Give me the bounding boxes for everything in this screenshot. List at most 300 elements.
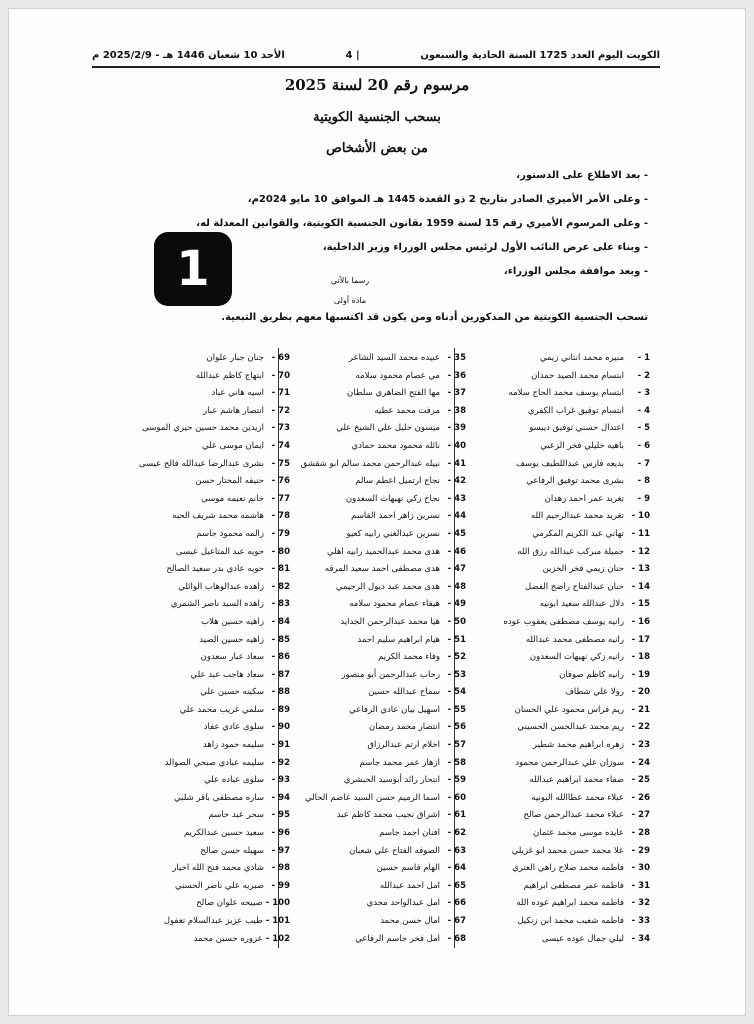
list-item-number: 3 - (637, 388, 650, 399)
list-item-number: 24 - (631, 757, 650, 768)
list-item-number: 5 - (637, 423, 650, 434)
page-header (92, 44, 660, 66)
list-item-number: 91 - (271, 740, 290, 751)
list-item (316, 508, 466, 526)
list-item-number: 15 - (631, 599, 650, 610)
list-item (500, 913, 650, 931)
list-item (140, 368, 290, 386)
list-item-number: 33 - (631, 916, 650, 926)
list-item (316, 755, 466, 773)
list-item (316, 544, 466, 562)
list-item-name: مها الفتح الضاهري سلطان (347, 388, 440, 399)
list-item-name: طيب عزيز عبدالسلام تغفول (163, 916, 263, 926)
list-item-number: 16 - (631, 616, 650, 627)
list-item (300, 456, 466, 474)
list-item (500, 420, 650, 438)
list-item-number: 38 - (447, 405, 466, 416)
list-item-name: زاهيه حسين الصيد (199, 634, 264, 645)
list-item-name: حنان زيمي فخر الخزين (542, 564, 624, 575)
list-item (316, 649, 466, 667)
list-item-number: 9 - (637, 493, 650, 504)
list-item (140, 350, 290, 368)
list-item (500, 790, 650, 808)
list-item (140, 719, 290, 737)
list-item-number: 51 - (447, 634, 466, 645)
list-item (316, 702, 466, 720)
list-item-name: مي عصام محمود سلامه (355, 370, 440, 381)
list-item-name: فاطمه محمد صلاح راهي العتري (512, 863, 624, 874)
list-item-name: فاطمه عمر مصطفى ابراهيم (523, 880, 624, 891)
list-item-name: هاشمه محمد شريف الحبه (172, 511, 264, 522)
list-item-number: 92 - (271, 757, 290, 768)
list-item-number: 53 - (447, 669, 466, 680)
list-item-number: 6 - (637, 440, 650, 451)
list-item-name: انتحار رائد أبوسيد الحبشري (343, 775, 440, 786)
list-item-number: 10 - (631, 511, 650, 522)
preamble-line: - وبعد موافقة مجلس الوزراء، (503, 266, 648, 277)
list-item-number: 34 - (631, 933, 650, 944)
list-item-number: 73 - (271, 423, 290, 434)
list-item-name: هدى مصطفى احمد سعيد المرقه (324, 564, 440, 575)
list-item (140, 843, 290, 861)
list-item-name: منيره محمد انتاني زيمي (539, 353, 624, 363)
list-item (316, 913, 466, 931)
list-item-name: رولا علي شطاف (565, 687, 624, 698)
list-item (316, 596, 466, 614)
list-item-name: ابتسام محمد الصيد حمدان (531, 370, 624, 381)
list-item-name: زاهده السيد ناصر الشمري (170, 599, 264, 610)
list-item-number: 75 - (271, 458, 290, 469)
list-item-number: 94 - (271, 792, 290, 803)
list-item (500, 614, 650, 632)
list-item (500, 544, 650, 562)
list-item (500, 649, 650, 667)
list-item-name: عايده موسى محمد عثمان (533, 828, 624, 839)
list-item (316, 403, 466, 421)
list-item-number: 84 - (271, 616, 290, 627)
list-item (500, 368, 650, 386)
list-item (140, 420, 290, 438)
list-item-number: 1 - (637, 353, 650, 363)
list-item (500, 719, 650, 737)
list-item (316, 491, 466, 509)
list-item-name: هيفاء عصام محمود سلامه (349, 599, 440, 610)
names-column-3 (140, 350, 290, 948)
list-item-name: الهام قاسم حسين (376, 863, 440, 874)
list-item-name: سليمه عبادي صبحي الصوالد (164, 757, 264, 768)
list-item (500, 755, 650, 773)
list-item-name: افنان احمد جاسم (379, 828, 440, 839)
list-item (140, 526, 290, 544)
list-item-number: 43 - (447, 493, 466, 504)
list-item-number: 99 - (271, 880, 290, 891)
list-item (316, 579, 466, 597)
list-item-name: زهره ابراهيم محمد شطير (532, 740, 624, 751)
list-item-name: صبيحه علوان صالح (196, 898, 263, 909)
list-item-name: سحر عبد حاسم (208, 810, 264, 821)
list-item-name: عبلاء محمد عطاالله البونيه (531, 792, 624, 803)
list-item (500, 526, 650, 544)
list-item (140, 807, 290, 825)
list-item-name: ريم محمد عبدالحسن الحسيني (517, 722, 624, 733)
list-item-number: 14 - (631, 581, 650, 592)
list-item (316, 614, 466, 632)
list-item-number: 32 - (631, 898, 650, 909)
list-item-name: اسهيل بيان عادي الرفاعي (349, 704, 440, 715)
list-item-name: هيا محمد عبدالرحمن الجدايد (340, 616, 440, 627)
list-item-name: اشراق نجيب محمد كاظم عبد (336, 810, 440, 821)
list-item-number: 44 - (447, 511, 466, 522)
list-item (500, 403, 650, 421)
list-item-number: 46 - (447, 546, 466, 557)
preamble-line: - وبناء على عرض النائب الأول لرئيس مجلس الوزراء وزير الداخلية، (322, 242, 648, 253)
list-item-name: علا محمد حسن محمد ابو غزيلي (511, 845, 624, 856)
list-item (140, 508, 290, 526)
list-item-number: 86 - (271, 652, 290, 663)
list-item-name: شادي محمد فتح الله اخيار (172, 863, 264, 874)
list-item-number: 72 - (271, 405, 290, 416)
list-item-number: 79 - (271, 528, 290, 539)
list-item (500, 684, 650, 702)
list-item (316, 684, 466, 702)
list-item (500, 878, 650, 896)
list-item-number: 47 - (447, 564, 466, 575)
list-item (316, 667, 466, 685)
list-item-number: 61 - (447, 810, 466, 821)
list-item-number: 28 - (631, 828, 650, 839)
list-item-name: عبيده محمد السيد الشاعر (348, 353, 440, 363)
list-item-name: ازيدين محمد حسين حيري الموسى (142, 423, 264, 434)
list-item-name: ابتهاج كاظم عبدالله (195, 370, 264, 381)
list-item-name: نبيله عبدالرحمن محمد سالم ابو شقشق (300, 458, 440, 469)
list-item-number: 26 - (631, 792, 650, 803)
list-item-name: جنان جبار علوان (206, 353, 264, 363)
list-item-name: رانيه يوسف مصطفى يعقوب عوده (503, 616, 624, 627)
list-item (140, 561, 290, 579)
list-item (316, 632, 466, 650)
list-item (140, 895, 290, 913)
list-item-number: 97 - (271, 845, 290, 856)
list-item-name: ريم فراس محمود علي الحسان (514, 704, 624, 715)
list-item-name: بشرى عبدالرضا عبدالله فالح عيسى (138, 458, 264, 469)
list-item-number: 102 - (265, 933, 290, 944)
list-item-name: سعاد هاجب عبد علي (190, 669, 264, 680)
list-item-name: صفاء محمد ابراهيم عبدالله (529, 775, 624, 786)
list-item-number: 80 - (271, 546, 290, 557)
list-item (500, 508, 650, 526)
list-item-number: 30 - (631, 863, 650, 874)
list-item-name: حويه عادي بدر سعيد الصالح (166, 564, 264, 575)
decree-title: مرسوم رقم 20 لسنة 2025 (284, 76, 470, 94)
list-item-number: 76 - (271, 476, 290, 487)
list-item-number: 65 - (447, 880, 466, 891)
list-item-name: بشرى محمد توفيق الرفاعي (526, 476, 624, 487)
list-item-name: ليلي جمال عوده عيسى (541, 933, 624, 944)
list-item (500, 667, 650, 685)
list-item-number: 12 - (631, 546, 650, 557)
list-item-name: خانم نعيمه موسى (201, 493, 264, 504)
list-item-number: 81 - (271, 564, 290, 575)
list-item-name: زاهده عبدالوهاب الوائلي (178, 581, 264, 592)
decree-subject-line2: من بعض الأشخاص (326, 141, 428, 156)
list-item-name: نجاح ارتميل اعطم سالم (355, 476, 440, 487)
list-item-name: انتصار هاشم عبار (203, 405, 264, 416)
list-item (500, 895, 650, 913)
list-item (140, 737, 290, 755)
list-item-number: 36 - (447, 370, 466, 381)
number-badge: 1 (154, 232, 232, 306)
list-item-number: 71 - (271, 388, 290, 399)
list-item-name: رانيه كاظم صوفان (559, 669, 624, 680)
list-item-number: 98 - (271, 863, 290, 874)
list-item-name: سعيد حسين عبدالكريم (184, 828, 264, 839)
list-item (304, 790, 466, 808)
list-item-number: 54 - (447, 687, 466, 698)
list-item-number: 56 - (447, 722, 466, 733)
list-item-number: 37 - (447, 388, 466, 399)
list-item-name: نجاح زكي نهيهات السعدون (345, 493, 440, 504)
list-item-name: اسما الرميم حسن السيد عاصم الحالي (304, 792, 440, 803)
list-item (140, 456, 290, 474)
list-item-number: 20 - (631, 687, 650, 698)
list-item-number: 59 - (447, 775, 466, 786)
list-item-number: 40 - (447, 440, 466, 451)
list-item-number: 52 - (447, 652, 466, 663)
list-item-name: تغريد محمد عبدالرحيم الله (530, 511, 624, 522)
list-item (316, 438, 466, 456)
list-item-name: جميلة مبركب عبدالله رزق الله (517, 546, 624, 557)
list-item-name: دلال عبدالله سعيد ابونيه (539, 599, 624, 610)
list-item-name: ساره مصطفى باقر شلبي (174, 792, 264, 803)
list-item-name: ابتسام توفيق غراب الكفري (527, 405, 624, 416)
decree-article: تسحب الجنسية الكويتية من المذكورين أدناه ومن يكون قد اكتسبها معهم بطريق التبعية. (221, 312, 648, 323)
list-item (140, 772, 290, 790)
list-item-number: 87 - (271, 669, 290, 680)
list-item-name: صبريه علي ناصر الحسني (174, 880, 264, 891)
signature-line1: رسما بالآتي (330, 276, 370, 285)
list-item (140, 684, 290, 702)
preamble (196, 164, 648, 284)
list-item-name: ايمان موسى علي (202, 440, 264, 451)
list-item-number: 57 - (447, 740, 466, 751)
list-item-name: امال حسن محمد (380, 916, 440, 926)
list-item (140, 649, 290, 667)
list-item (140, 860, 290, 878)
list-item (140, 403, 290, 421)
list-item-number: 17 - (631, 634, 650, 645)
list-item-number: 68 - (447, 933, 466, 944)
list-item-number: 22 - (631, 722, 650, 733)
header-issue: الكويت اليوم العدد 1725 السنة الحادية والسبعون (420, 49, 660, 61)
list-item-name: رحاب عبدالرحمن أبو منصور (341, 669, 440, 680)
list-item (316, 860, 466, 878)
list-item-number: 7 - (637, 458, 650, 469)
list-item-name: تهاني عبد الكريم المكرمي (532, 528, 624, 539)
list-item (140, 667, 290, 685)
list-item-name: هيام ابراهيم سليم احمد (357, 634, 440, 645)
list-item (316, 931, 466, 949)
header-rule (92, 66, 660, 68)
list-item-name: ميسون حليل علي الشيخ علي (336, 423, 440, 434)
list-item-name: مرفت محمد عطيه (374, 405, 440, 416)
list-item-number: 96 - (271, 828, 290, 839)
list-item-number: 45 - (447, 528, 466, 539)
list-item-number: 11 - (631, 528, 650, 539)
list-item-number: 89 - (271, 704, 290, 715)
list-item-name: ابتسام يوسف محمد الحاج سلامه (508, 388, 624, 399)
list-item (316, 526, 466, 544)
list-item-name: سماح عبدالله حسين (368, 687, 440, 698)
list-item-number: 74 - (271, 440, 290, 451)
list-item-name: حنان عبدالفتاح راضح الفضل (525, 581, 624, 592)
list-item-number: 77 - (271, 493, 290, 504)
list-item (140, 385, 290, 403)
list-item (500, 473, 650, 491)
list-item-name: زاهيه حسين هلاب (201, 616, 264, 627)
preamble-line: - وعلى المرسوم الأميري رقم 15 لسنة 1959 بقانون الجنسية الكويتية، والقوانين المعدلة له، (196, 218, 648, 229)
list-item-number: 58 - (447, 757, 466, 768)
list-item-number: 2 - (637, 370, 650, 381)
list-item-name: سكينه حسين علي (200, 687, 264, 698)
list-item-name: باهيه خليلي فخر الزعبي (540, 440, 624, 451)
list-item (316, 420, 466, 438)
list-item-number: 78 - (271, 511, 290, 522)
list-item (316, 895, 466, 913)
list-item-name: اسيه هاني عباد (211, 388, 264, 399)
list-item (500, 843, 650, 861)
list-item-number: 27 - (631, 810, 650, 821)
list-item-number: 60 - (447, 792, 466, 803)
list-item-name: هدى محمد عبد ديول الرحيمي (335, 581, 440, 592)
list-item-name: رانيه زكي نهيهات السعدون (529, 652, 624, 663)
list-item-number: 93 - (271, 775, 290, 786)
list-item-number: 29 - (631, 845, 650, 856)
list-item-name: سليمه حمود زاهد (202, 740, 264, 751)
list-item (500, 737, 650, 755)
list-item-name: نسرين عبدالغني رابيه كعيو (346, 528, 440, 539)
list-item (140, 755, 290, 773)
list-item-number: 64 - (447, 863, 466, 874)
list-item-number: 69 - (271, 353, 290, 363)
list-item (500, 772, 650, 790)
list-item-number: 23 - (631, 740, 650, 751)
list-item-number: 101 - (265, 916, 290, 926)
list-item (316, 561, 466, 579)
list-item-number: 4 - (637, 405, 650, 416)
list-item-name: عزوره حسين محمد (193, 933, 263, 944)
preamble-line: - بعد الاطلاع على الدستور، (516, 170, 648, 181)
list-item (316, 807, 466, 825)
list-item-name: احلام ارتم عبدالرزاق (367, 740, 440, 751)
list-item-name: سلوى عباده علي (204, 775, 264, 786)
list-item (140, 913, 290, 931)
list-item-name: الصوفه الفتاح علي شعبان (349, 845, 440, 856)
list-item-number: 8 - (637, 476, 650, 487)
list-item-name: فاطمه شعيب محمد ابن زنكيل (517, 916, 624, 926)
list-item-number: 50 - (447, 616, 466, 627)
list-item-number: 82 - (271, 581, 290, 592)
list-item-number: 19 - (631, 669, 650, 680)
list-item-name: سوزان علي عبدالرحمن محمود (515, 757, 624, 768)
list-item (140, 878, 290, 896)
list-item (140, 544, 290, 562)
list-item-number: 35 - (447, 353, 466, 363)
header-date: الأحد 10 شعبان 1446 هـ - 2025/2/9 م (92, 49, 285, 61)
list-item-number: 48 - (447, 581, 466, 592)
names-list (130, 350, 650, 950)
list-item (500, 825, 650, 843)
list-item-number: 42 - (447, 476, 466, 487)
list-item (500, 632, 650, 650)
list-item-number: 85 - (271, 634, 290, 645)
list-item (140, 825, 290, 843)
list-item-name: انتصار محمد رمضان (368, 722, 440, 733)
list-item (500, 456, 650, 474)
list-item-number: 18 - (631, 652, 650, 663)
list-item-name: حويه عبد المتاعيل عيسى (175, 546, 264, 557)
list-item-name: عبلاء محمد عبدالرحمن صالح (523, 810, 624, 821)
list-item-name: نائله محمود محمد حمادي (351, 440, 440, 451)
signature-line2: مادة أولى (333, 296, 367, 305)
list-item (316, 772, 466, 790)
list-item (140, 614, 290, 632)
list-item (500, 350, 650, 368)
list-item (140, 579, 290, 597)
header-page-number: | 4 (345, 49, 360, 61)
list-item-name: امل عبدالواحد مجدي (366, 898, 440, 909)
list-item (316, 385, 466, 403)
list-item-number: 100 - (265, 898, 290, 909)
list-item (500, 596, 650, 614)
list-item (500, 931, 650, 949)
list-item (140, 632, 290, 650)
list-item (316, 878, 466, 896)
list-item-name: سعاد عبار سعدون (200, 652, 264, 663)
list-item-number: 21 - (631, 704, 650, 715)
list-item-number: 95 - (271, 810, 290, 821)
list-item-name: تغريد عمر احمد زهدان (544, 493, 624, 504)
list-item-name: نسرين زاهر احمد القاسم (351, 511, 440, 522)
list-item-name: امل فخر جاسم الرفاعي (355, 933, 440, 944)
list-item (500, 491, 650, 509)
list-item-name: ازهار عمر محمد جاسم (359, 757, 440, 768)
names-column-1 (500, 350, 650, 948)
list-item-name: سهيله حسن صالح (200, 845, 264, 856)
list-item-number: 66 - (447, 898, 466, 909)
list-item (500, 561, 650, 579)
list-item-name: زالمه محمود جاسم (196, 528, 264, 539)
list-item (140, 931, 290, 949)
list-item-number: 25 - (631, 775, 650, 786)
list-item-number: 39 - (447, 423, 466, 434)
list-item-number: 83 - (271, 599, 290, 610)
preamble-line: - وعلى الأمر الأميري الصادر بتاريخ 2 ذو القعدة 1445 هـ الموافق 10 مايو 2024م، (247, 194, 648, 205)
list-item-number: 70 - (271, 370, 290, 381)
list-item (500, 860, 650, 878)
list-item (316, 825, 466, 843)
list-item (316, 719, 466, 737)
decree-subject-line1: بسحب الجنسية الكويتية (313, 110, 441, 125)
list-item (140, 702, 290, 720)
list-item (140, 491, 290, 509)
list-item-name: سلمي غريب محمد علي (179, 704, 264, 715)
list-item (140, 596, 290, 614)
list-item-number: 88 - (271, 687, 290, 698)
list-item-number: 41 - (447, 458, 466, 469)
list-item (500, 702, 650, 720)
list-item-number: 31 - (631, 880, 650, 891)
list-item (316, 368, 466, 386)
